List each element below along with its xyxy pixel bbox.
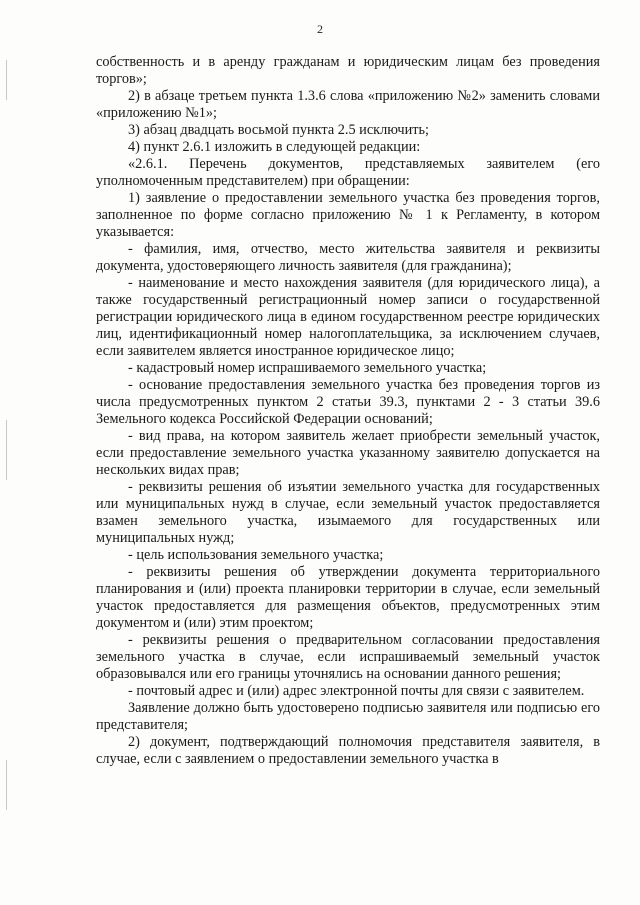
list-item-seizure-details: - реквизиты решения об изъятии земельного участка для государственных или муниципальных нужд в случае, если земельный участок предоставляется взамен земельного участка, изымаемого для государственных или муниципальных нужд; xyxy=(96,479,600,546)
scan-edge-mark xyxy=(6,760,7,810)
scan-edge-mark xyxy=(6,60,7,100)
paragraph-power-of-attorney: 2) документ, подтверждающий полномочия представителя заявителя, в случае, если с заявлением о предоставлении земельного участка в xyxy=(96,734,600,767)
list-item-planning-details: - реквизиты решения об утверждении документа территориального планирования и (или) проекта планировки территории в случае, если земельный участок предоставляется для размещения объектов, предусмотренных этим документом и (или) этим проектом; xyxy=(96,564,600,631)
paragraph-2-6-1-heading: «2.6.1. Перечень документов, представляемых заявителем (его уполномоченным представителем) при обращении: xyxy=(96,156,600,189)
paragraph-continuation: собственность и в аренду гражданам и юридическим лицам без проведения торгов»; xyxy=(96,54,600,87)
list-item-cadastral-number: - кадастровый номер испрашиваемого земельного участка; xyxy=(128,360,487,376)
page-number: 2 xyxy=(317,22,323,36)
paragraph-item-3: 3) абзац двадцать восьмой пункта 2.5 исключить; xyxy=(128,122,429,138)
paragraph-application: 1) заявление о предоставлении земельного участка без проведения торгов, заполненное по форме согласно приложению № 1 к Регламенту, в котором указывается: xyxy=(96,190,600,240)
list-item-purpose: - цель использования земельного участка; xyxy=(128,547,384,563)
paragraph-item-2: 2) в абзаце третьем пункта 1.3.6 слова «приложению №2» заменить словами «приложению №1»; xyxy=(96,88,600,121)
list-item-legal-entity: - наименование и место нахождения заявителя (для юридического лица), а также государственный регистрационный номер записи о государственной регистрации юридического лица в едином государственном реестре юридических лиц, идентификационный номер налогоплательщика, за исключением случаев, если заявителем является иностранное юридическое лицо; xyxy=(96,275,600,359)
scan-edge-mark xyxy=(6,420,7,480)
list-item-preliminary-approval: - реквизиты решения о предварительном согласовании предоставления земельного участка в случае, если испрашиваемый земельный участок образовывался или его границы уточнялись на основании данного решения; xyxy=(96,632,600,682)
list-item-full-name: - фамилия, имя, отчество, место жительства заявителя и реквизиты документа, удостоверяющего личность заявителя (для гражданина); xyxy=(96,241,600,274)
list-item-right-type: - вид права, на котором заявитель желает приобрести земельный участок, если предоставление земельного участка указанному заявителю допускается на нескольких видах прав; xyxy=(96,428,600,478)
list-item-contact-address: - почтовый адрес и (или) адрес электронной почты для связи с заявителем. xyxy=(128,683,585,699)
list-item-grounds: - основание предоставления земельного участка без проведения торгов из числа предусмотренных пунктом 2 статьи 39.3, пунктами 2 - 3 статьи 39.6 Земельного кодекса Российской Федерации оснований; xyxy=(96,377,600,427)
document-body xyxy=(96,54,600,768)
paragraph-signature-requirement: Заявление должно быть удостоверено подписью заявителя или подписью его представителя; xyxy=(96,700,600,733)
paragraph-item-4: 4) пункт 2.6.1 изложить в следующей редакции: xyxy=(128,139,421,155)
